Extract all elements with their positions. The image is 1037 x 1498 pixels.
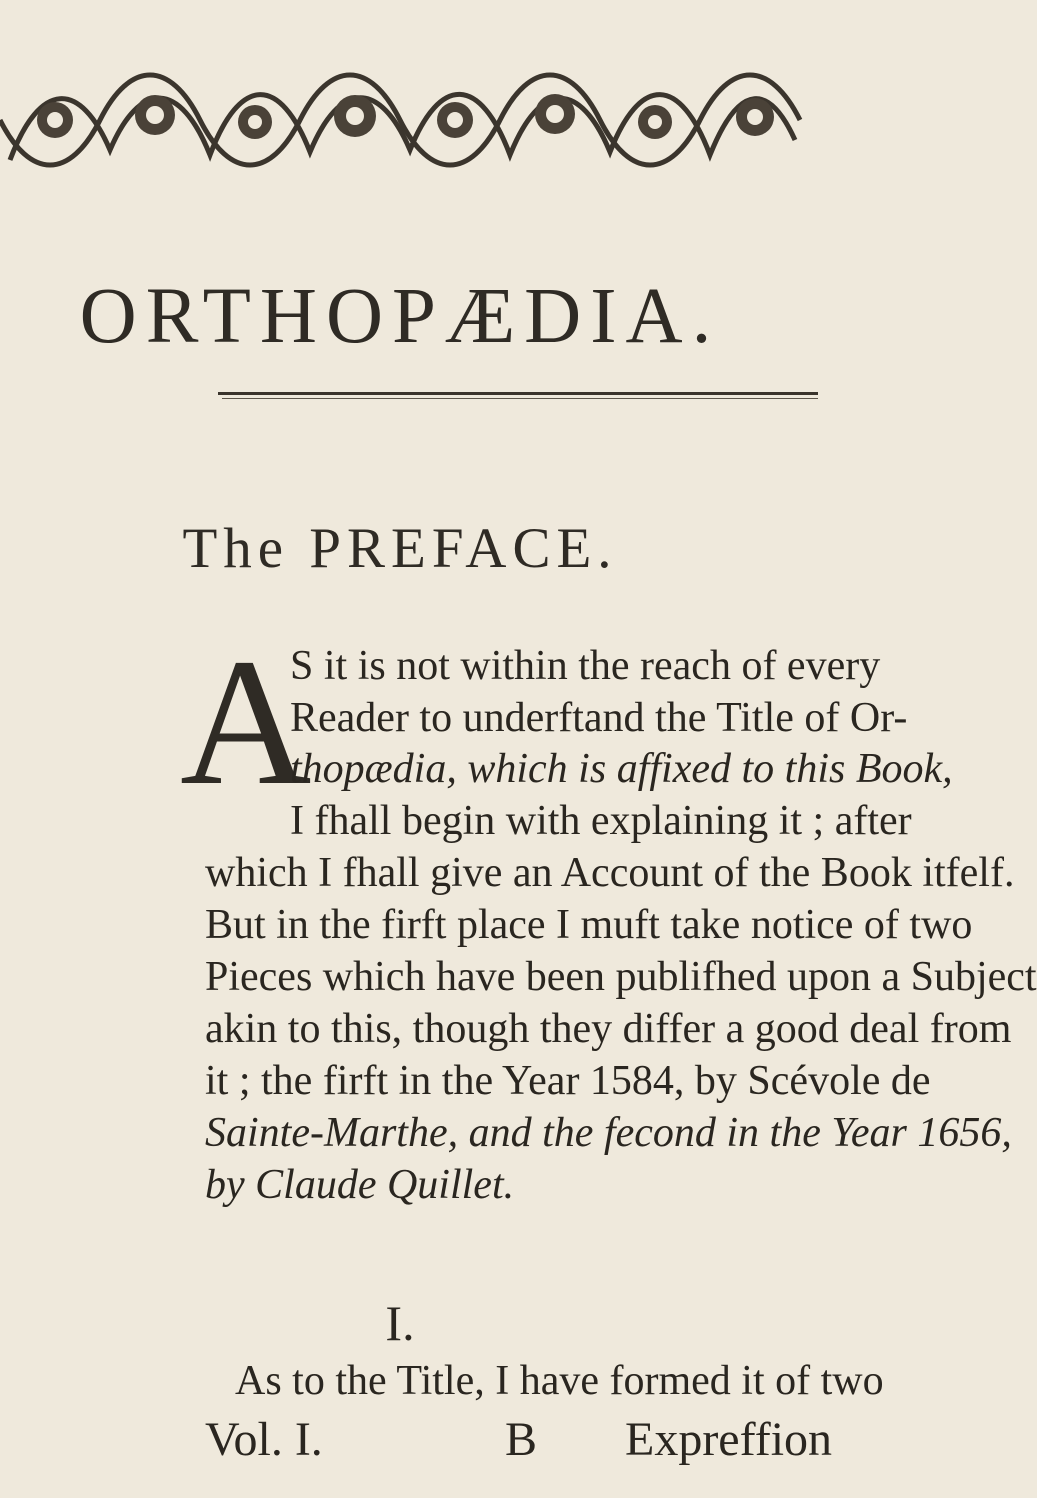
- section-numeral: I.: [385, 1295, 415, 1351]
- text-line: But in the firft place I muft take notice of two: [205, 902, 973, 948]
- title-rule: [218, 392, 818, 395]
- text-line: I fhall begin with explaining it ; after: [290, 798, 912, 844]
- title-rule-thin: [222, 398, 818, 399]
- text-line: which I fhall give an Account of the Book itfelf.: [205, 850, 1015, 896]
- signature-mark: B: [505, 1413, 538, 1466]
- drop-cap: A: [180, 622, 312, 823]
- text-line: thopædia, which is affixed to this Book,: [290, 746, 953, 792]
- text-line: S it is not within the reach of every: [290, 643, 881, 689]
- text-line: by Claude Quillet.: [205, 1162, 515, 1208]
- catchword: Expreffion: [625, 1413, 833, 1466]
- text-line: Sainte-Marthe, and the fecond in the Year 1656,: [205, 1110, 1012, 1156]
- volume-number: Vol. I.: [205, 1413, 323, 1466]
- book-title: ORTHOPÆDIA.: [79, 273, 721, 360]
- text-line: akin to this, though they differ a good deal from: [205, 1006, 1012, 1052]
- text-line: Pieces which have been publifhed upon a Subject: [205, 954, 1037, 1000]
- text-line: As to the Title, I have formed it of two: [235, 1358, 884, 1404]
- preface-heading: The PREFACE.: [182, 517, 618, 580]
- text-line: it ; the firft in the Year 1584, by Scévole de: [205, 1058, 931, 1104]
- ornamental-headpiece: [0, 60, 800, 192]
- text-line: Reader to underftand the Title of Or-: [290, 695, 908, 741]
